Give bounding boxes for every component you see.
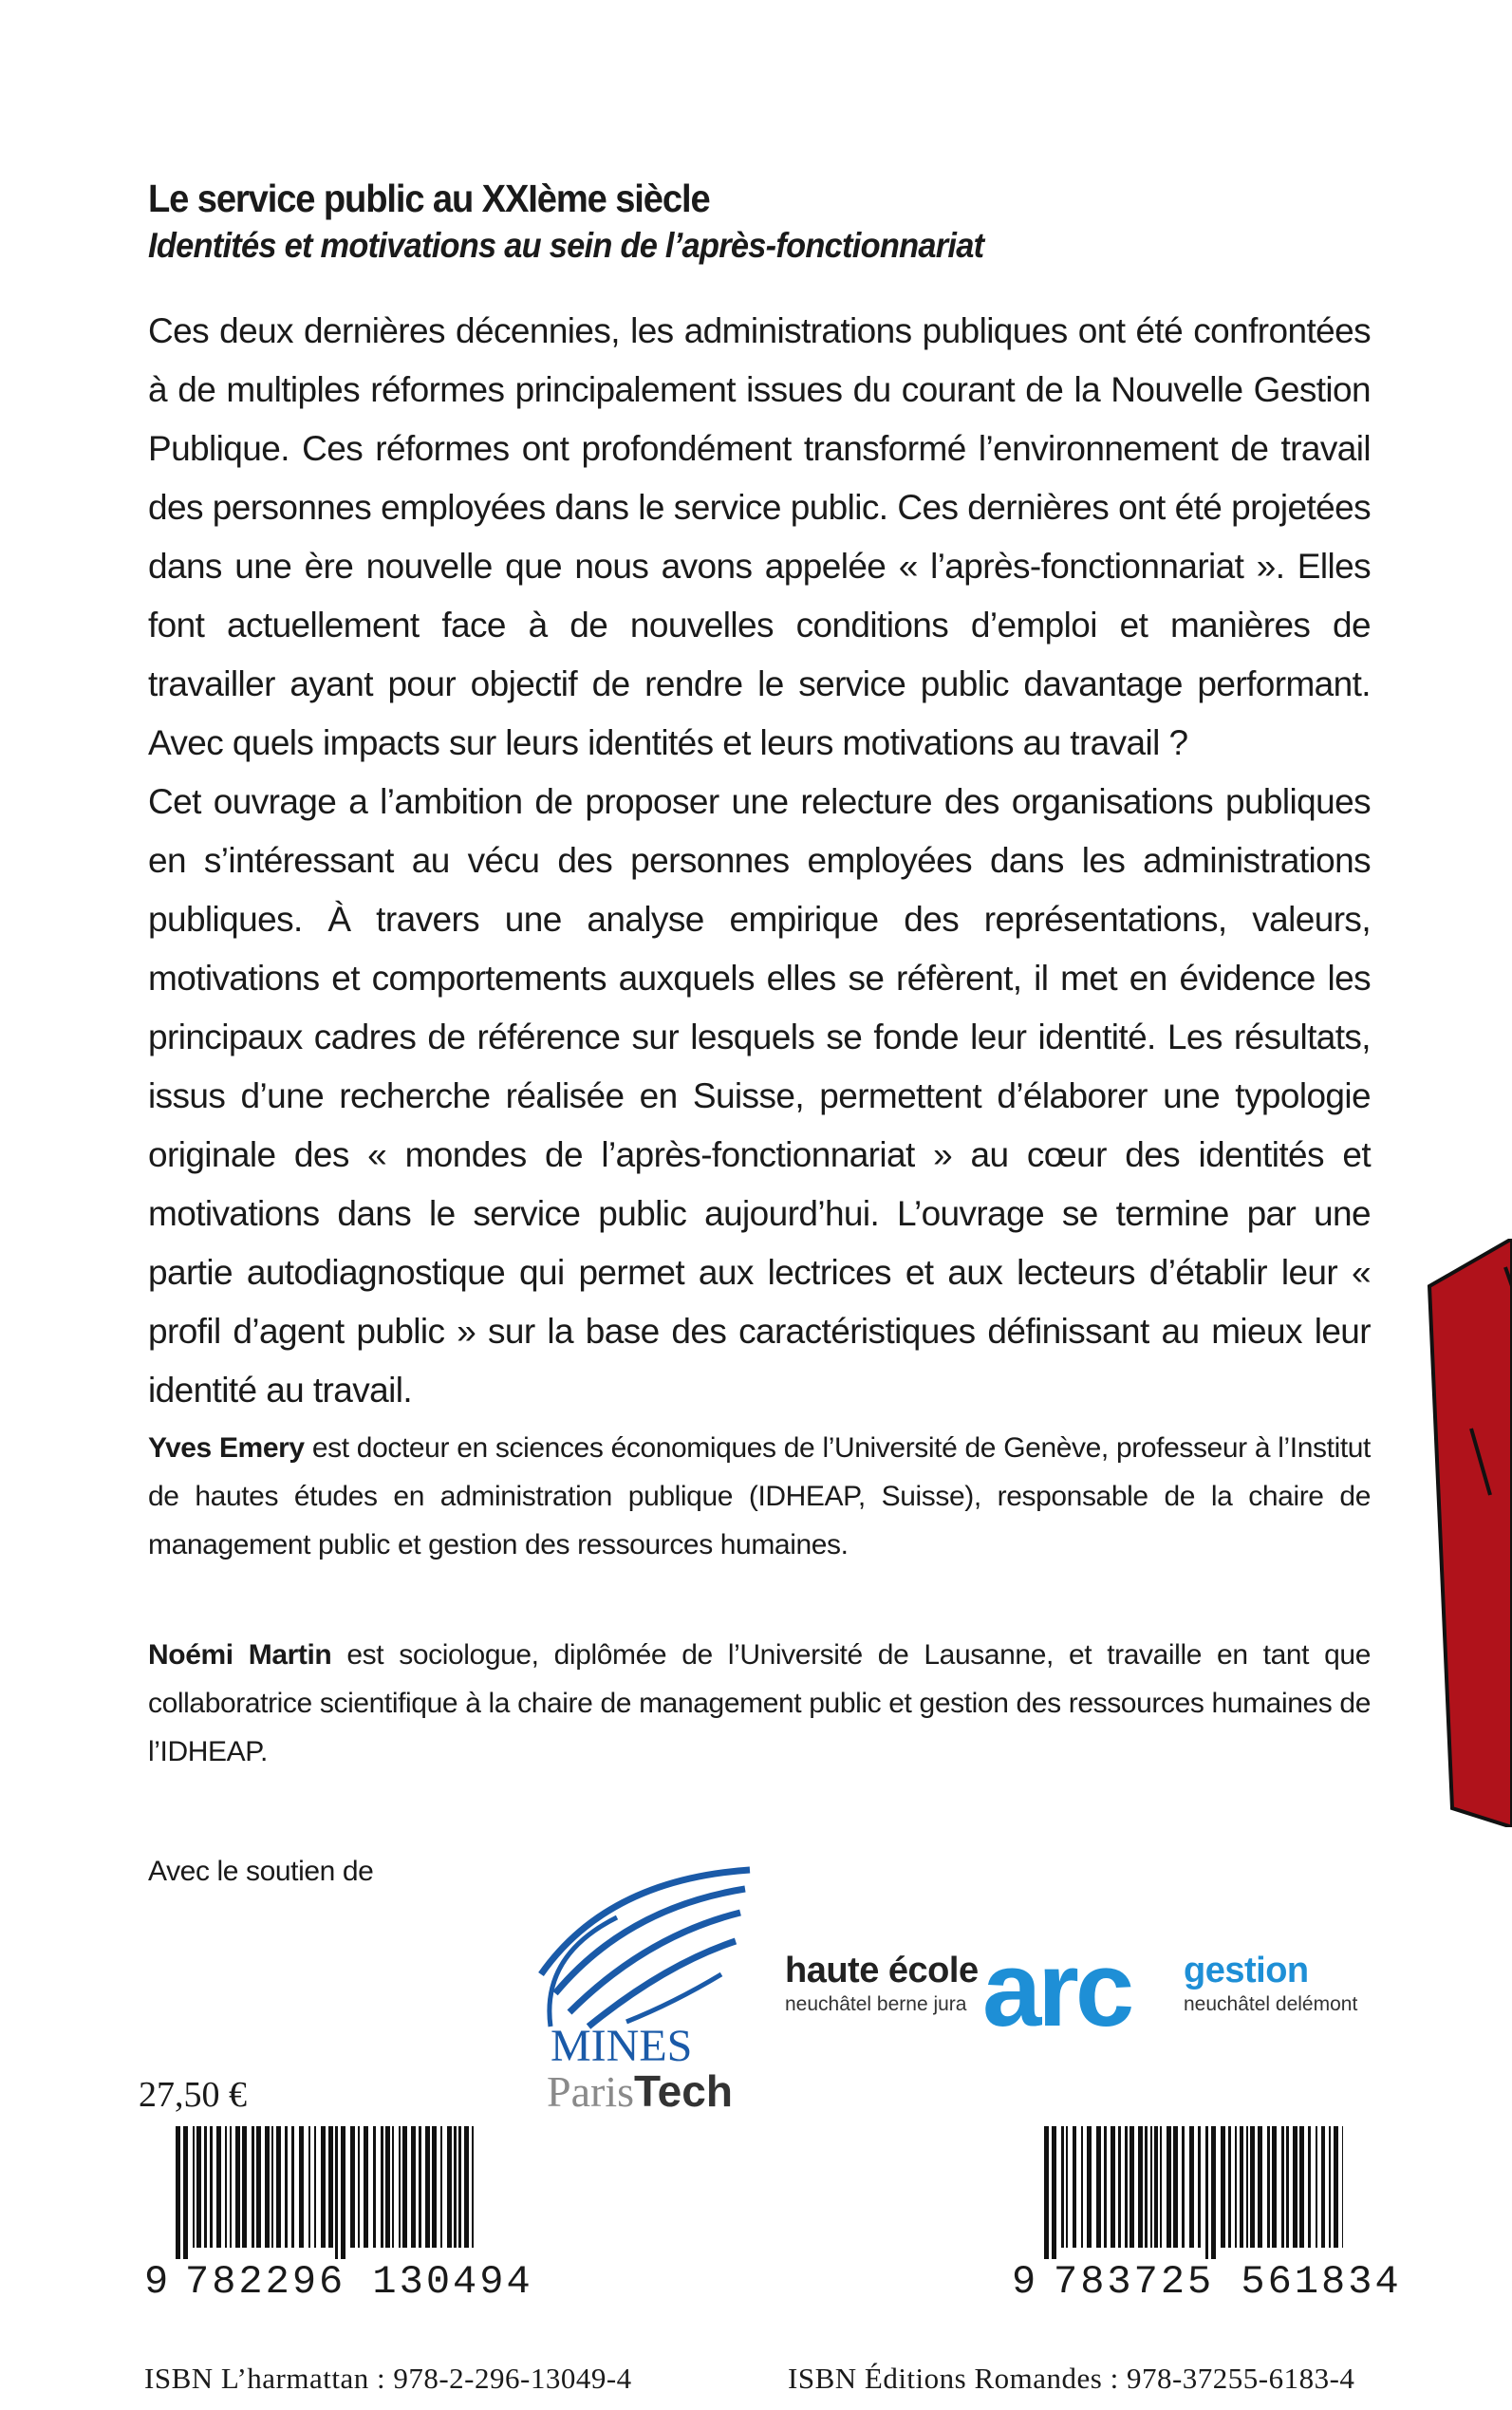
barcode-bar	[1081, 2126, 1083, 2248]
barcode-bar	[1267, 2126, 1270, 2248]
barcode-bar	[242, 2126, 247, 2248]
barcode-2-digits: 783725 561834	[1054, 2259, 1402, 2305]
author-name-1: Yves Emery	[148, 1432, 305, 1464]
barcode-bar	[1111, 2126, 1115, 2248]
barcode-bar	[1173, 2126, 1178, 2248]
book-subtitle: Identités et motivations au sein de l’après-fonctionnariat	[148, 226, 984, 265]
barcode-bar	[204, 2126, 207, 2248]
barcode-bar	[350, 2126, 355, 2248]
barcode-1-digits: 782296 130494	[185, 2259, 533, 2305]
barcode-bar	[1104, 2126, 1107, 2248]
barcode-bar	[381, 2126, 383, 2248]
barcode-bar	[1096, 2126, 1101, 2248]
barcode-bar	[1258, 2126, 1262, 2248]
barcode-bar	[1167, 2126, 1171, 2248]
barcode-bar	[1066, 2126, 1068, 2248]
barcode-bar	[225, 2126, 227, 2248]
book-title: Le service public au XXIème siècle	[148, 177, 710, 220]
abstract-paragraph-1: Ces deux dernières décennies, les administrations publiques ont été confrontées à de multiples réformes principalement issues du courant de la Nouvelle Gestion Publique. Ces réformes ont profondément transformé l’environnement de travail des personnes employées dans le service public. Ces dernières ont été projetées dans une ère nouvelle que nous avons appelée « l’après-fonctionnariat ». Elles font actuellement face à de nouvelles conditions d’emploi et manières de travailler ayant pour objectif de rendre le service public davantage performant. Avec quels impacts sur leurs identités et leurs motivations au travail ?	[148, 311, 1371, 762]
barcode-bar	[193, 2126, 195, 2248]
barcode-bar	[464, 2126, 469, 2248]
barcode-bar	[1308, 2126, 1311, 2248]
barcode-bar	[1281, 2126, 1284, 2248]
barcode-bar	[1342, 2126, 1343, 2248]
barcode-bar	[1145, 2126, 1148, 2248]
barcode-bar	[271, 2126, 273, 2248]
barcode-bar	[1228, 2126, 1231, 2248]
he-arc-mark: arc	[982, 1930, 1131, 2048]
he-arc-right-title: gestion	[1184, 1951, 1309, 1990]
barcode-bar	[1189, 2126, 1194, 2248]
barcode-bar	[1154, 2126, 1158, 2248]
barcode-bar	[1150, 2126, 1152, 2248]
paristech-logo-text	[547, 2065, 733, 2117]
abstract	[148, 302, 1371, 1420]
barcode-bar	[1250, 2126, 1255, 2248]
barcode-bar	[1061, 2126, 1064, 2248]
barcode-bar	[373, 2126, 376, 2248]
barcode-bar	[402, 2126, 407, 2248]
author-name-2: Noémi Martin	[148, 1639, 332, 1671]
price: 27,50 €	[139, 2075, 247, 2115]
barcode-bar	[1329, 2126, 1331, 2248]
barcode-bar	[1235, 2126, 1237, 2248]
author-bio-2	[148, 1631, 1371, 1776]
barcode-bar	[328, 2126, 333, 2248]
barcode-bar	[1138, 2126, 1143, 2248]
barcode-bar	[256, 2126, 261, 2248]
barcode-bar	[1129, 2126, 1134, 2248]
barcode-bar	[321, 2126, 326, 2248]
barcode-bar	[385, 2126, 390, 2248]
isbn-label-1: ISBN L’harmattan : 978-2-296-13049-4	[144, 2362, 632, 2395]
isbn-label-2: ISBN Éditions Romandes : 978-37255-6183-4	[788, 2362, 1355, 2395]
mines-logo-text: MINES	[551, 2021, 693, 2071]
barcode-bar	[419, 2126, 421, 2248]
barcode-bar	[1118, 2126, 1121, 2248]
barcode-bar	[1052, 2126, 1056, 2259]
author-bio-1	[148, 1424, 1371, 1569]
barcode-bar	[1246, 2126, 1248, 2248]
barcode-bar	[276, 2126, 281, 2248]
barcode-bar	[458, 2126, 461, 2248]
barcode-bar	[1044, 2126, 1049, 2259]
barcode-bar	[1272, 2126, 1277, 2248]
barcode-bar	[235, 2126, 240, 2248]
barcode-bar	[335, 2126, 338, 2259]
support-label: Avec le soutien de	[148, 1856, 374, 1887]
barcode-bar	[472, 2126, 474, 2248]
he-arc-left-title: haute école	[785, 1951, 979, 1990]
barcode-bar	[447, 2126, 452, 2248]
barcode-bar	[216, 2126, 221, 2248]
author-bio-text-2: est sociologue, diplômée de l’Université de Lausanne, et travaille en tant que collaboratrice scientifique à la chaire de management public et gestion des ressources humaines de l’IDHEAP.	[148, 1639, 1371, 1767]
barcode-bar	[176, 2126, 180, 2259]
barcode-bar	[1087, 2126, 1092, 2248]
barcode-1-first-digit: 9	[144, 2259, 172, 2305]
barcode-bar	[1073, 2126, 1076, 2248]
barcode-bar	[1221, 2126, 1225, 2248]
barcode-bar	[252, 2126, 254, 2248]
barcode-bar	[1286, 2126, 1289, 2248]
barcode-bar	[440, 2126, 442, 2248]
red-cover-shape-icon	[1424, 1239, 1512, 1827]
barcode-bar	[291, 2126, 294, 2248]
paristech-bold: Tech	[634, 2066, 733, 2116]
barcode-bar	[454, 2126, 457, 2248]
barcode-bar	[1182, 2126, 1185, 2248]
he-arc-right-subtitle: neuchâtel delémont	[1184, 1993, 1358, 2015]
barcode-bar	[210, 2126, 213, 2248]
barcode-bar	[1293, 2126, 1297, 2248]
barcode-bar	[1160, 2126, 1162, 2248]
barcode-bar	[285, 2126, 288, 2248]
barcode-bar	[1240, 2126, 1243, 2248]
barcode-bar	[432, 2126, 437, 2248]
barcode-bar	[183, 2126, 188, 2259]
he-arc-left-subtitle: neuchâtel berne jura	[785, 1993, 967, 2015]
barcode-bar	[1198, 2126, 1201, 2248]
barcode-1	[176, 2126, 475, 2259]
barcode-bar	[314, 2126, 316, 2248]
barcode-bar	[1321, 2126, 1325, 2248]
barcode-bar	[358, 2126, 360, 2248]
barcode-2	[1044, 2126, 1343, 2259]
barcode-bar	[308, 2126, 310, 2248]
barcode-bar	[299, 2126, 304, 2248]
paristech-light: Paris	[547, 2067, 634, 2116]
author-bio-text-1: est docteur en sciences économiques de l’Université de Genève, professeur à l’Institut de hautes études en administration publique (IDHEAP, Suisse), responsable de la chaire de management public et gestion des ressources humaines.	[148, 1432, 1371, 1560]
abstract-paragraph-2: Cet ouvrage a l’ambition de proposer une relecture des organisations publiques en s’intéressant au vécu des personnes employées dans les administrations publiques. À travers une analyse empirique des représentations, valeurs, motivations et comportements auxquels elles se réfèrent, il met en évidence les principaux cadres de référence sur lesquels se fonde leur identité. Les résultats, issus d’une recherche réalisée en Suisse, permettent d’élaborer une typologie originale des « mondes de l’après-fonctionnariat » au cœur des identités et motivations dans le service public aujourd’hui. L’ouvrage se termine par une partie autodiagnostique qui permet aux lectrices et aux lecteurs d’établir leur « profil d’agent public » sur la base des caractéristiques définissant au mieux leur identité au travail.	[148, 782, 1371, 1410]
barcode-bar	[196, 2126, 201, 2248]
barcode-bar	[425, 2126, 430, 2248]
barcode-bar	[1316, 2126, 1317, 2248]
barcode-bar	[392, 2126, 394, 2248]
barcode-bar	[230, 2126, 232, 2248]
barcode-bar	[1299, 2126, 1304, 2248]
barcode-bar	[1211, 2126, 1216, 2259]
barcode-bar	[411, 2126, 416, 2248]
barcode-bar	[399, 2126, 401, 2248]
barcode-bar	[341, 2126, 345, 2259]
barcode-2-first-digit: 9	[1012, 2259, 1039, 2305]
barcode-bar	[1125, 2126, 1128, 2248]
barcode-bar	[1334, 2126, 1338, 2248]
barcode-bar	[1205, 2126, 1208, 2259]
barcode-bar	[364, 2126, 368, 2248]
barcode-bar	[265, 2126, 270, 2248]
